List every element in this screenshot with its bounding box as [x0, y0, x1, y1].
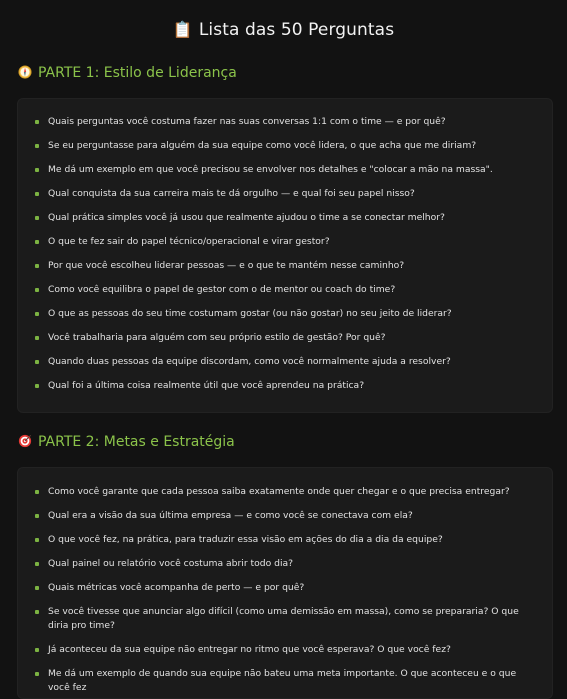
bullet-icon	[35, 384, 39, 388]
bullet-icon	[35, 216, 39, 220]
page-title	[0, 20, 567, 40]
list-item: Qual era a visão da sua última empresa — e como você se conectava com ela?	[18, 509, 552, 523]
bullet-icon	[35, 562, 39, 566]
list-item: Qual conquista da sua carreira mais te dá orgulho — e qual foi seu papel nisso?	[18, 187, 552, 201]
question-list-2	[18, 468, 552, 695]
bullet-icon	[35, 192, 39, 196]
list-item: Qual foi a última coisa realmente útil que você aprendeu na prática?	[18, 379, 552, 393]
bullet-icon	[35, 648, 39, 652]
clipboard-icon: 📋	[172, 20, 193, 39]
bullet-icon	[35, 144, 39, 148]
bullet-icon	[35, 360, 39, 364]
bullet-icon	[35, 586, 39, 590]
section-heading-2-text: PARTE 2: Metas e Estratégia	[38, 434, 235, 450]
section-heading-1	[18, 65, 237, 81]
bullet-icon	[35, 538, 39, 542]
bullet-icon	[35, 336, 39, 340]
list-item: Você trabalharia para alguém com seu próprio estilo de gestão? Por quê?	[18, 331, 552, 345]
list-item: Por que você escolheu liderar pessoas — e o que te mantém nesse caminho?	[18, 259, 552, 273]
bullet-icon	[35, 672, 39, 676]
list-item: Qual painel ou relatório você costuma abrir todo dia?	[18, 557, 552, 571]
list-item: Se eu perguntasse para alguém da sua equipe como você lidera, o que acha que me diriam?	[18, 139, 552, 153]
list-item: O que te fez sair do papel técnico/operacional e virar gestor?	[18, 235, 552, 249]
bullet-icon	[35, 514, 39, 518]
bullet-icon	[35, 490, 39, 494]
list-item: Me dá um exemplo em que você precisou se envolver nos detalhes e "colocar a mão na massa".	[18, 163, 552, 177]
section-1-card	[17, 98, 553, 413]
list-item: Como você garante que cada pessoa saiba exatamente onde quer chegar e o que precisa entregar?	[18, 485, 552, 499]
bullet-icon	[35, 120, 39, 124]
list-item: Quando duas pessoas da equipe discordam, como você normalmente ajuda a resolver?	[18, 355, 552, 369]
compass-icon	[18, 65, 32, 79]
bullet-icon	[35, 168, 39, 172]
bullet-icon	[35, 240, 39, 244]
bullet-icon	[35, 312, 39, 316]
page-title-text: Lista das 50 Perguntas	[198, 20, 395, 40]
section-heading-1-text: PARTE 1: Estilo de Liderança	[38, 65, 237, 81]
section-2-card	[17, 467, 553, 699]
question-list-1	[18, 99, 552, 393]
bullet-icon	[35, 288, 39, 292]
list-item: Como você equilibra o papel de gestor com o de mentor ou coach do time?	[18, 283, 552, 297]
list-item: Quais métricas você acompanha de perto — e por quê?	[18, 581, 552, 595]
list-item: Qual prática simples você já usou que realmente ajudou o time a se conectar melhor?	[18, 211, 552, 225]
list-item: Quais perguntas você costuma fazer nas suas conversas 1:1 com o time — e por quê?	[18, 115, 552, 129]
list-item: Já aconteceu da sua equipe não entregar no ritmo que você esperava? O que você fez?	[18, 643, 552, 657]
target-icon	[18, 434, 32, 448]
section-heading-2	[18, 434, 235, 450]
bullet-icon	[35, 610, 39, 614]
bullet-icon	[35, 264, 39, 268]
list-item: O que você fez, na prática, para traduzir essa visão em ações do dia a dia da equipe?	[18, 533, 552, 547]
list-item: Me dá um exemplo de quando sua equipe não bateu uma meta importante. O que aconteceu e o que você fez	[18, 667, 552, 695]
list-item: Se você tivesse que anunciar algo difícil (como uma demissão em massa), como se prepararia? O que diria pro time?	[18, 605, 552, 633]
list-item: O que as pessoas do seu time costumam gostar (ou não gostar) no seu jeito de liderar?	[18, 307, 552, 321]
